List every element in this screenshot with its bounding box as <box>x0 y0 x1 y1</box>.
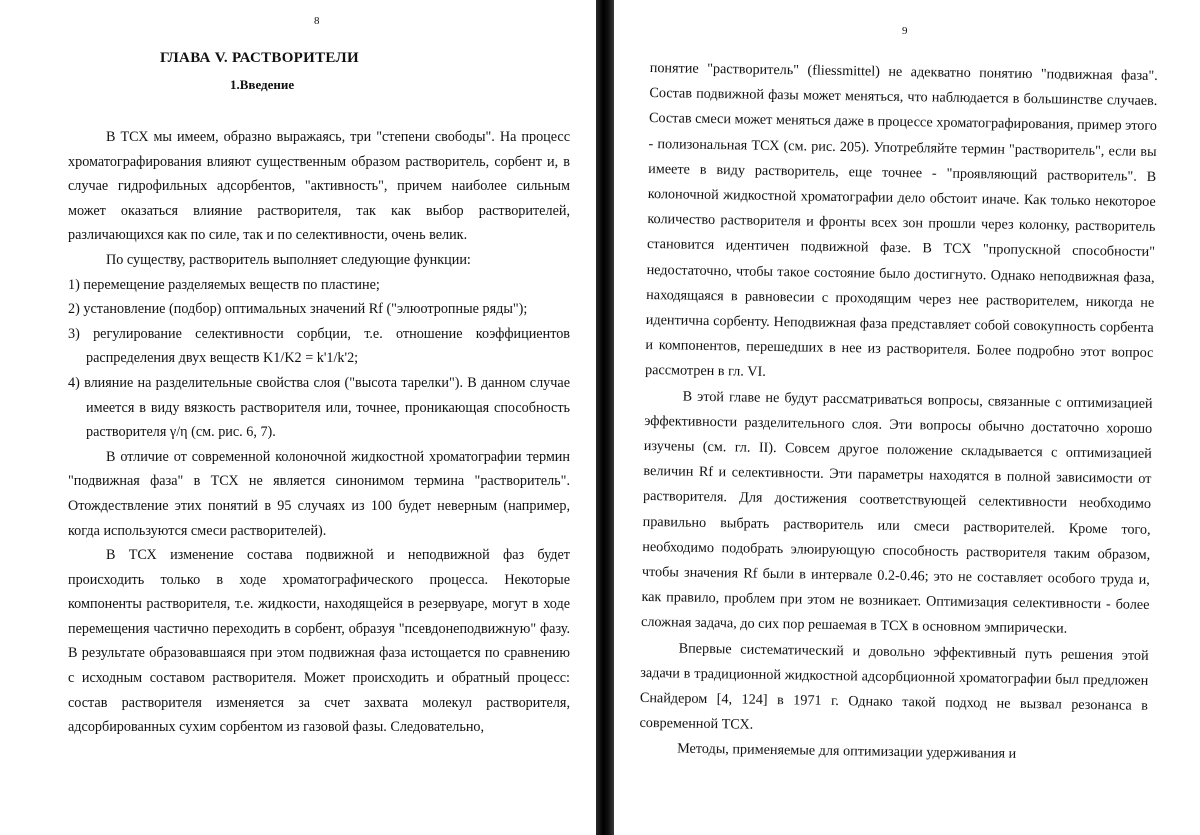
book-binding-gutter <box>596 0 614 835</box>
paragraph: В ТСХ мы имеем, образно выражаясь, три "степени свободы". На процесс хроматографирования влияют существенным образом растворитель, сорбент и, в случае гидрофильных адсорбентов, "активность", причем наиболее сильным может оказаться влияние растворителя, так как выбор растворителей, различающихся как по силе, так и по селективности, очень велик. <box>68 129 570 244</box>
chapter-title: ГЛАВА V. РАСТВОРИТЕЛИ <box>160 50 359 66</box>
list-item: 2) установление (подбор) оптимальных значений Rf ("элюотропные ряды"); <box>68 301 528 318</box>
paragraph: Впервые систематический и довольно эффективный путь решения этой задачи в традиционной жидкостной адсорбционной хроматографии был предложен Снайдером [4, 124] в 1971 г. Однако такой подход не вызвал резонанса в современной ТСХ. <box>639 640 1149 733</box>
right-body-text <box>639 56 1158 770</box>
list-item: 1) перемещение разделяемых веществ по пластине; <box>68 276 380 293</box>
paragraph: В отличие от современной колоночной жидкостной хроматографии термин "подвижная фаза" в ТСХ не является синонимом термина "растворитель". Отождествление этих понятий в 95 случаях из 100 будет неверным (например, когда используются смеси растворителей). <box>68 448 570 539</box>
paragraph: По существу, растворитель выполняет следующие функции: <box>106 251 471 268</box>
paragraph: понятие "растворитель" (fliessmittel) не адекватно понятию "подвижная фаза". Состав подвижной фазы может меняться, что наблюдается в большинстве случаев. Состав смеси может меняться даже в процессе хроматографирования, пример этого - полизональная ТСХ (см. рис. 205). Употребляйте термин "растворитель", если вы имеете в виду растворитель, еще точнее - "проявляющий растворитель". В колоночной жидкостной хроматографии дело обстоит иначе. Как только некоторое количество растворителя и фронты всех зон прошли через колонку, растворитель становится идентичен подвижной фазе. В ТСХ "пропускной способности" недостаточно, чтобы такое состояние было достигнуто. Однако неподвижная фаза, находящаяся в равновесии с проходящим через нее растворителем, никогда не идентична сорбенту. Неподвижная фаза представляет собой совокупность сорбента и компонентов, перешедших в нее из растворителя. Более подробно этот вопрос рассмотрен в гл. VI. <box>644 59 1158 381</box>
paragraph: В ТСХ изменение состава подвижной и неподвижной фаз будет происходить только в ходе хроматографического процесса. Некоторые компоненты растворителя, т.е. жидкости, находящейся в резервуаре, могут в ходе перемещения частично переходить в сорбент, образуя "псевдонеподвижную" фазу. В результате образовавшаяся при этом подвижная фаза истощается по сравнению с исходным составом растворителя. Может происходить и обратный процесс: состав растворителя изменяется за счет захвата молекул растворителя, адсорбированных сухим сорбентом из газовой фазы. Следовательно, <box>68 547 570 736</box>
page-number-left: 8 <box>314 15 320 27</box>
paragraph: В этой главе не будут рассматриваться вопросы, связанные с оптимизацией эффективности разделительного слоя. Эти вопросы обычно достаточно хорошо изучены (см. гл. II). Совсем другое положение складывается с оптимизацией величин Rf и селективности. Эти параметры находятся в полной зависимости от растворителя. Для достижения соответствующей селективности необходимо правильно выбрать растворитель или смеси растворителей. Кроме того, необходимо подобрать элюирующую способность растворителя таким образом, чтобы значения Rf были в интервале 0.2-0.46; это не составляет особого труда и, как правило, проблем при этом не возникает. Оптимизация селективности - более сложная задача, до сих пор решаемая в ТСХ в основном эмпирически. <box>640 388 1153 638</box>
list-item: 3) регулирование селективности сорбции, т.е. отношение коэффициентов распределения двух веществ K1/K2 = k'1/k'2; <box>68 325 570 367</box>
section-title: 1.Введение <box>230 77 295 92</box>
left-body-text <box>68 125 570 740</box>
right-page <box>618 0 1200 835</box>
list-item: 4) влияние на разделительные свойства слоя ("высота тарелки"). В данном случае имеется в виду вязкость растворителя или, точнее, проникающая способность растворителя γ/η (см. рис. 6, 7). <box>68 374 570 441</box>
paragraph: Методы, применяемые для оптимизации удерживания и <box>676 740 1017 763</box>
page-number-right: 9 <box>902 25 908 37</box>
